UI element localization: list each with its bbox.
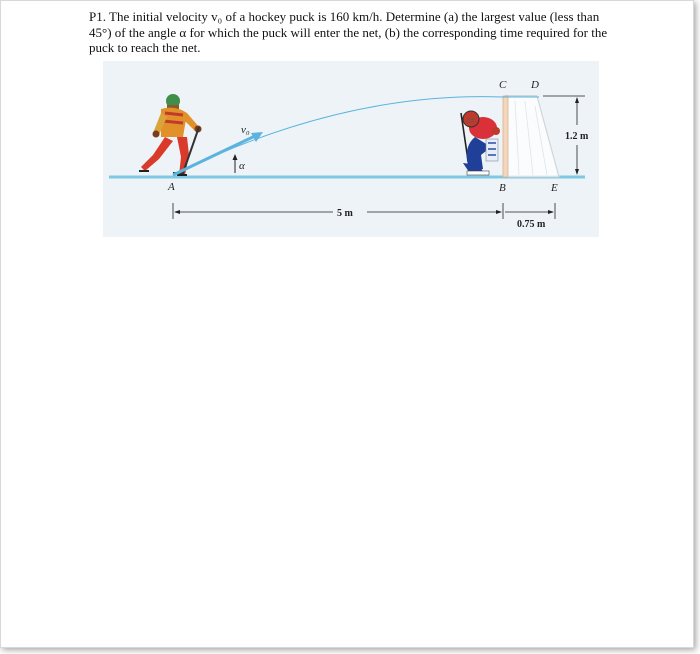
point-label-a: A [168, 181, 175, 193]
point-label-c: C [499, 79, 507, 91]
hockey-net [503, 96, 559, 177]
problem-number: P1. [89, 9, 106, 24]
problem-statement [89, 9, 619, 56]
point-label-b: B [499, 182, 506, 194]
skater-figure [139, 94, 202, 175]
point-label-d: D [531, 79, 539, 91]
point-label-e: E [551, 182, 558, 194]
dimension-075m-label: 0.75 m [517, 219, 546, 230]
velocity-label: v₀ [241, 124, 250, 136]
dimension-5m-label: 5 m [337, 208, 353, 219]
dimension-12m-label: 1.2 m [565, 131, 589, 142]
hockey-figure [103, 61, 599, 237]
figure-svg [103, 61, 599, 237]
puck-trajectory [173, 97, 503, 175]
problem-text: The initial velocity v₀ of a hockey puck is 160 km/h. Determine (a) the largest value (less than 45°) of the angle α for which the puck will enter the net, (b) the corresponding time required for the puck to reach the net. [89, 9, 608, 55]
goalie-figure [461, 111, 500, 175]
angle-label: α [239, 160, 245, 172]
dimension-075m [505, 203, 555, 219]
angle-marker [233, 154, 238, 173]
